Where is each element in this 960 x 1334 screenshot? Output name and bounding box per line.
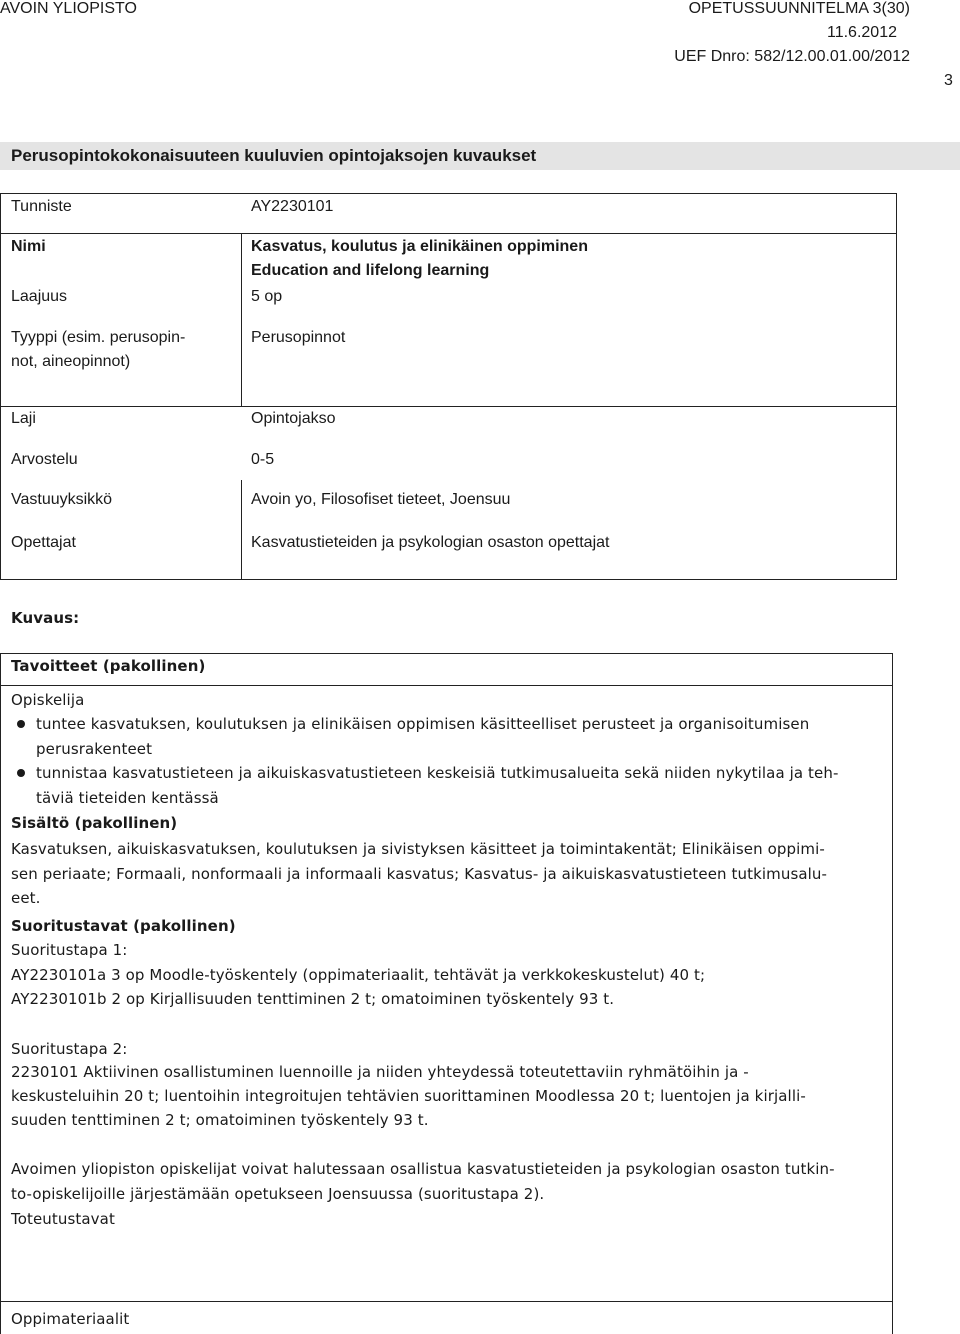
- suoritustavat-heading: Suoritustavat (pakollinen): [11, 917, 236, 935]
- suoritustapa-2-line-2: keskusteluihin 20 t; luentoihin integroitujen tehtävien suorittaminen Moodlessa 20 t; luentojen ja kirjalli-: [11, 1087, 806, 1105]
- tavoite-2-line-2: täviä tieteiden kentässä: [36, 789, 219, 807]
- sisalto-line-3: eet.: [11, 889, 41, 907]
- laajuus-value: 5 op: [251, 288, 283, 305]
- suoritustapa-2-title: Suoritustapa 2:: [11, 1040, 128, 1058]
- tavoite-1-line-2: perusrakenteet: [36, 740, 153, 758]
- divider: [241, 233, 242, 407]
- doc-reference: UEF Dnro: 582/12.00.01.00/2012: [674, 48, 910, 65]
- nimi-value-en: Education and lifelong learning: [251, 262, 490, 279]
- opettajat-label: Opettajat: [11, 534, 76, 551]
- nimi-value-fi: Kasvatus, koulutus ja elinikäinen oppiminen: [251, 238, 588, 255]
- nimi-label: Nimi: [11, 238, 46, 255]
- suoritustapa-1-line-2: AY2230101b 2 op Kirjallisuuden tenttiminen 2 t; omatoiminen työskentely 93 t.: [11, 990, 615, 1008]
- suoritustapa-2-line-1: 2230101 Aktiivinen osallistuminen luennoille ja niiden yhteydessä toteutettaviin ryhmätöihin ja -: [11, 1063, 749, 1081]
- tavoitteet-intro: Opiskelija: [11, 691, 85, 709]
- vastuuyksikko-value: Avoin yo, Filosofiset tieteet, Joensuu: [251, 491, 511, 508]
- kuvaus-label: Kuvaus:: [11, 609, 80, 627]
- note-line-1: Avoimen yliopiston opiskelijat voivat halutessaan osallistua kasvatustieteiden ja psykologian osaston tutkin-: [11, 1160, 835, 1178]
- divider: [0, 685, 893, 686]
- section-banner: [0, 142, 960, 170]
- bullet-icon: [17, 769, 25, 777]
- oppimateriaalit-label: Oppimateriaalit: [11, 1310, 130, 1328]
- tyyppi-label-1: Tyyppi (esim. perusopin-: [11, 329, 186, 346]
- doc-date: 11.6.2012: [827, 24, 897, 41]
- arvostelu-value: 0-5: [251, 451, 275, 468]
- divider: [0, 1301, 893, 1302]
- suoritustapa-1-line-1: AY2230101a 3 op Moodle-työskentely (oppimateriaalit, tehtävät ja verkkokeskustelut) 40 t;: [11, 966, 706, 984]
- sisalto-heading: Sisältö (pakollinen): [11, 814, 178, 832]
- info-table-top: [0, 193, 897, 407]
- section-title: Perusopintokokonaisuuteen kuuluvien opintojaksojen kuvaukset: [11, 146, 537, 165]
- tunniste-label: Tunniste: [11, 198, 72, 215]
- sisalto-line-2: sen periaate; Formaali, nonformaali ja informaali kasvatus; Kasvatus- ja aikuiskasvatustieteen tutkimusalu-: [11, 865, 828, 883]
- suoritustapa-2-line-3: suuden tenttiminen 2 t; omatoiminen työskentely 93 t.: [11, 1111, 429, 1129]
- tyyppi-value: Perusopinnot: [251, 329, 346, 346]
- org-name: AVOIN YLIOPISTO: [0, 0, 137, 17]
- toteutustavat-label: Toteutustavat: [11, 1210, 115, 1228]
- laji-value: Opintojakso: [251, 410, 336, 427]
- vastuuyksikko-label: Vastuuyksikkö: [11, 491, 113, 508]
- opettajat-value: Kasvatustieteiden ja psykologian osaston opettajat: [251, 534, 610, 551]
- tavoite-2-line-1: tunnistaa kasvatustieteen ja aikuiskasvatustieteen keskeisiä tutkimusalueita sekä niiden nykytilaa ja teh-: [36, 764, 839, 782]
- doc-title: OPETUSSUUNNITELMA 3(30): [688, 0, 910, 17]
- laji-label: Laji: [11, 410, 36, 427]
- bullet-icon: [17, 720, 25, 728]
- divider: [0, 233, 897, 234]
- tyyppi-label-2: not, aineopinnot): [11, 353, 131, 370]
- tunniste-value: AY2230101: [251, 198, 334, 215]
- tavoite-1-line-1: tuntee kasvatuksen, koulutuksen ja elinikäisen oppimisen käsitteelliset perusteet ja organisoitumisen: [36, 715, 810, 733]
- arvostelu-label: Arvostelu: [11, 451, 78, 468]
- suoritustapa-1-title: Suoritustapa 1:: [11, 941, 128, 959]
- tavoitteet-heading: Tavoitteet (pakollinen): [11, 657, 206, 675]
- divider: [241, 480, 242, 580]
- sisalto-line-1: Kasvatuksen, aikuiskasvatuksen, koulutuksen ja sivistyksen käsitteet ja toimintakentät; Elinikäisen oppimi-: [11, 840, 825, 858]
- laajuus-label: Laajuus: [11, 288, 68, 305]
- note-line-2: to-opiskelijoille järjestämään opetukseen Joensuussa (suoritustapa 2).: [11, 1185, 545, 1203]
- page-number: 3: [944, 72, 953, 89]
